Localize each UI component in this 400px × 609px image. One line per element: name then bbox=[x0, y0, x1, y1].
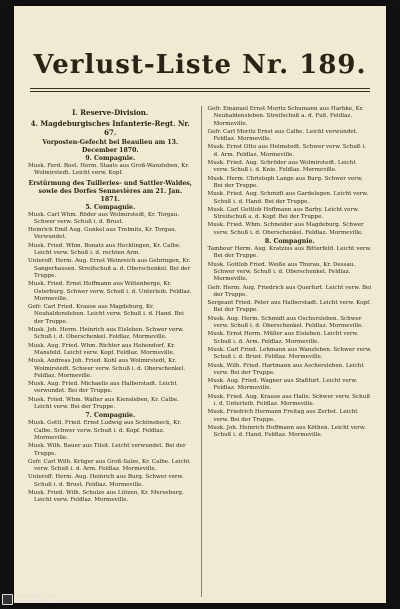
title-rule-bottom bbox=[30, 91, 370, 92]
list-item: Sergeant Fried. Peter aus Halberstadt. Leicht verw. Kopf. Bei der Truppe. bbox=[207, 300, 371, 314]
list-item: Musk. Carl Fried. Lehmann aus Wanzleben. Schwer verw. Schuß i. d. Brust. Feldlaz. Mormeville. bbox=[207, 346, 372, 361]
list-item: Gefr. Carl Moritz Ernst aus Calbe. Leicht verwundet. Feldlaz. Mormeville. bbox=[207, 128, 358, 143]
company-heading: 9. Compagnie. bbox=[85, 155, 136, 162]
list-item: Unteroff. Herm. Aug. Heinrich aus Burg. Schwer verw. Schuß i. d. Brust. Feldlaz. Mormeville. bbox=[28, 474, 184, 488]
regiment-heading: 4. Magdeburgisches Infanterie-Regt. Nr. 67. bbox=[30, 119, 190, 137]
entry-list bbox=[28, 163, 193, 178]
title-rule-top bbox=[30, 88, 370, 89]
columns bbox=[28, 106, 372, 597]
list-item: Musk. Aug. Fried. Whm. Richter aus Hohendorf, Kr. Mansfeld. Leicht verw. Kopf. Feldlaz. Mormeville. bbox=[28, 342, 176, 356]
library-logo-line1: Universitäts- und bbox=[16, 594, 55, 600]
list-item: Musk. Herm. Christoph Lange aus Burg. Schwer verw. Bei der Truppe. bbox=[207, 175, 363, 189]
list-item: Musk. Fried. Whm. Bonatz aus Hecklingen, Kr. Calbe. Leicht verw. Schuß i. d. rechten Arm. bbox=[28, 242, 181, 257]
list-item: Unteroff. Herm. Aug. Ernst Weinreich aus Gehringen, Kr. Sangerhausen. Streifschuß a. d. Oberschenkel. Bei der Truppe. bbox=[28, 258, 191, 279]
library-logo-icon bbox=[2, 594, 13, 605]
list-item: Musk. Andreas Joh. Fried. Kohl aus Wolmirstedt, Kr. Wolmirstedt. Schwer verw. Schuß i. d. Oberschenkel. Feldlaz. Mormeville. bbox=[28, 358, 186, 379]
list-item: Musk. Wilh. Fried. Hartmann aus Aschersleben. Leicht verw. Bei der Truppe. bbox=[207, 362, 364, 376]
list-item: Tambour Herm. Aug. Kratzius aus Bitterfeld. Leicht verw. Bei der Truppe. bbox=[207, 246, 372, 260]
list-item: Gefr. Carl Wilh. Krüger aus Groß-Salze, Kr. Calbe. Leicht verw. Schuß i. d. Arm. Feldlaz. Mormeville. bbox=[28, 458, 190, 473]
list-item: Musk. Aug. Fried. Michaelis aus Halberstadt. Leicht verwundet. Bei der Truppe. bbox=[28, 381, 177, 395]
entry-list-2 bbox=[28, 212, 193, 412]
list-item: Musk. Fried. Whm. Schneider aus Magdeburg. Schwer verw. Schuß i. d. Oberschenkel. Feldlaz. Mormeville. bbox=[207, 222, 364, 236]
list-item: Musk. Joh. Heinrich Hoffmann aus Köthen. Leicht verw. Schuß i. d. Hand. Feldlaz. Mormeville. bbox=[207, 424, 366, 439]
page-title: Verlust-Liste Nr. 189. bbox=[33, 50, 367, 80]
list-item: Musk. Ernst Herm. Müller aus Eisleben. Leicht verw. Schuß i. d. Arm. Feldlaz. Mormeville. bbox=[207, 331, 359, 345]
left-column bbox=[28, 106, 193, 597]
list-item: Heinrich Emil Aug. Gunkel aus Trebnitz, Kr. Torgau. Verwundet. bbox=[28, 227, 177, 241]
right-column bbox=[201, 106, 373, 597]
list-item: Musk. Gottl. Fried. Ernst Ludwig aus Schönebeck, Kr. Calbe. Schwer verw. Schuß i. d. Kopf. Feldlaz. Mormeville. bbox=[28, 420, 182, 441]
company-heading-3: 7. Compagnie. bbox=[85, 412, 136, 420]
list-item: Gefr. Herm. Aug. Friedrich aus Querfurt. Leicht verw. Bei der Truppe. bbox=[207, 284, 372, 298]
list-item: Musk. Aug. Fried. Wagner aus Staßfurt. Leicht verw. Feldlaz. Mormeville. bbox=[207, 378, 358, 392]
entry-list-right bbox=[208, 106, 373, 237]
list-item: Musk. Carl Gottlob Hoffmann aus Barby. Leicht verw. Streifschuß a. d. Kopf. Bei der Truppe. bbox=[207, 206, 360, 221]
entry-list-right-2 bbox=[208, 246, 373, 439]
list-item: Musk. Ernst Otto aus Helmstedt. Schwer verw. Schuß i. d. Arm. Feldlaz. Mormeville. bbox=[207, 144, 367, 158]
list-item: Musk. Friedrich Hermann Freitag aus Zerbst. Leicht verw. Bei der Truppe. bbox=[207, 409, 358, 423]
library-logo-line2: Landesbibliothek Düsseldorf bbox=[16, 599, 80, 605]
list-item: Musk. Fried. Aug. Schmidt aus Gardelegen. Leicht verw. Schuß i. d. Hand. Bei der Truppe. bbox=[207, 191, 369, 205]
company-heading-2: 5. Compagnie. bbox=[85, 203, 136, 211]
list-item: Gefr. Carl Fried. Krause aus Magdeburg, Kr. Neuhaldensleben. Leicht verw. Schuß i. d. Hand. Bei der Truppe. bbox=[28, 304, 184, 325]
list-item: Musk. Fried. Aug. Schröder aus Wolmirstedt. Leicht verw. Schuß i. d. Knie. Feldlaz. Mormeville. bbox=[207, 160, 356, 174]
list-item: Musk. Aug. Herm. Schmidt aus Oschersleben. Schwer verw. Schuß i. d. Oberschenkel. Feldlaz. Mormeville. bbox=[207, 315, 364, 330]
entry-list-3 bbox=[28, 420, 193, 504]
division-heading: I. Reserve-Division. bbox=[72, 108, 149, 117]
document-page bbox=[14, 6, 386, 603]
list-item: Gefr. Emanuel Ernst Moritz Schumann aus Harbke, Kr. Neuhaldensleben. Streifschuß a. d. Fuß. Feldlaz. Mormeville. bbox=[207, 106, 364, 127]
list-item: Musk. Ferd. Rost. Herm. Staats aus Groß-Wanzleben, Kr. Wolmirstedt. Leicht verw. Kopf. bbox=[28, 163, 190, 177]
company-heading-4: 8. Compagnie. bbox=[264, 238, 315, 246]
list-item: Musk. Fried. Ernst Hoffmann aus Wittenberge, Kr. Osterburg. Schwer verw. Schuß i. d. Unterleib. Feldlaz. Mormeville. bbox=[28, 281, 192, 302]
battle-heading-2: Erstürmung des Tuilleries- und Sattler-Waldes, sowie des Dorfes Sennevières am 21. Jan. 1871. bbox=[28, 179, 192, 203]
list-item: Musk. Wilh. Bauer aus Tilsit. Leicht verwundet. Bei der Truppe. bbox=[28, 443, 186, 457]
list-item: Musk. Fried. Whm. Walter aus Kiensleben, Kr. Calbe. Leicht verw. Bei der Truppe. bbox=[28, 396, 179, 411]
list-item: Musk. Fried. Wilh. Schulze aus Lützen, Kr. Merseburg. Leicht verw. Feldlaz. Mormeville. bbox=[28, 489, 184, 504]
list-item: Musk. Fried. Aug. Krause aus Halle. Schwer verw. Schuß i. d. Unterleib. Feldlaz. Mormeville. bbox=[207, 393, 371, 407]
library-logo-text bbox=[16, 595, 80, 605]
battle-heading: Vorposten-Gefecht bei Beaulieu am 13. December 1870. bbox=[42, 139, 179, 154]
library-logo bbox=[2, 594, 80, 605]
list-item: Musk. Carl Whm. Röder aus Wolmirstedt, Kr. Torgau. Schwer verw. Schuß i. d. Brust. bbox=[28, 211, 180, 225]
list-item: Musk. Joh. Herm. Heinrich aus Eisleben. Schwer verw. Schuß i. d. Oberschenkel. Feldlaz. Mormeville. bbox=[28, 327, 184, 341]
list-item: Musk. Gottlob Fried. Weiße aus Thurau, Kr. Dessau. Schwer verw. Schuß i. d. Oberschenkel. Feldlaz. Mormeville. bbox=[207, 261, 356, 283]
